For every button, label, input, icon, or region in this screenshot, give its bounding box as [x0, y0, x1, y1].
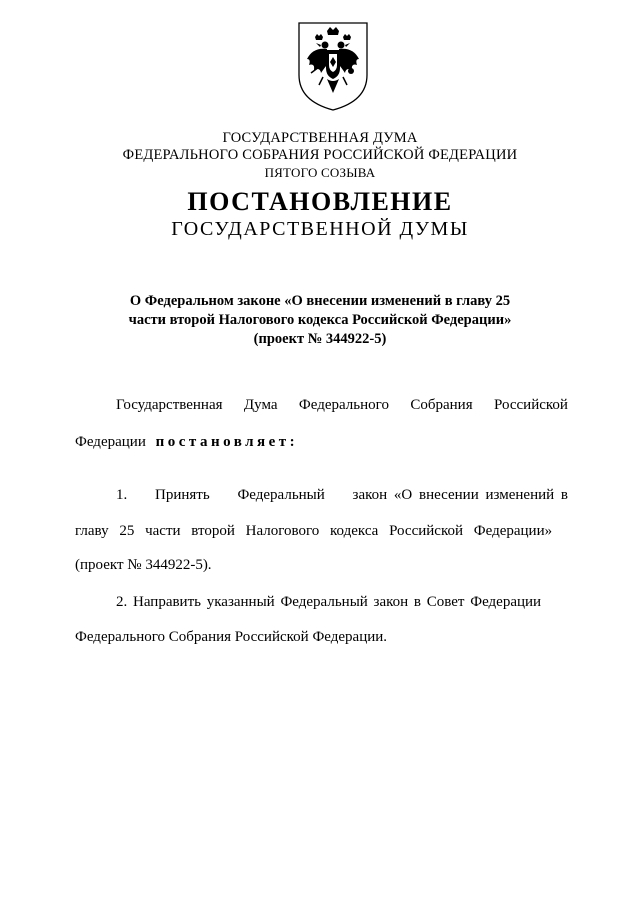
preamble-word: Дума [243, 397, 278, 413]
item-1-line-1 [116, 485, 568, 505]
item-1-line-2: главу 25 части второй Налогового кодекса Российской Федерации» [75, 523, 553, 539]
preamble-word: Федерального [298, 397, 389, 413]
item-text: Принять [155, 487, 210, 503]
item-text: закон «О внесении изменений в [352, 487, 568, 503]
preamble-line-2 [75, 432, 298, 452]
preamble-text: Федерации [75, 434, 146, 450]
preamble-word: Российской [494, 397, 568, 413]
item-2-line-1: 2. Направить указанный Федеральный закон в Совет Федерации [116, 594, 542, 610]
resolves-text: постановляет: [155, 434, 299, 450]
org-name-text: ГОСУДАРСТВЕННАЯ ДУМА [222, 130, 418, 146]
item-text: Федеральный [237, 487, 325, 503]
preamble-word: Государственная [116, 397, 223, 413]
preamble-line-1 [116, 395, 568, 415]
subject-heading [0, 292, 640, 349]
coat-of-arms-emblem [293, 17, 373, 113]
document-subtitle: ГОСУДАРСТВЕННОЙ ДУМЫ [171, 218, 469, 240]
subject-line-1: О Федеральном законе «О внесении изменений в главу 25 [129, 293, 511, 309]
item-1-line-3: (проект № 344922-5). [75, 557, 212, 573]
subject-line-3: (проект № 344922-5) [253, 331, 387, 347]
item-2-line-2: Федерального Собрания Российской Федерации. [75, 629, 388, 645]
preamble-word: Собрания [410, 397, 473, 413]
item-number: 1. [116, 487, 128, 503]
convocation-line [0, 163, 640, 182]
subject-line-2: части второй Налогового кодекса Российской Федерации» [128, 312, 512, 328]
org-name-text: ФЕДЕРАЛЬНОГО СОБРАНИЯ РОССИЙСКОЙ ФЕДЕРАЦИИ [122, 147, 518, 163]
document-title: ПОСТАНОВЛЕНИЕ [187, 187, 453, 216]
convocation-text: ПЯТОГО СОЗЫВА [264, 165, 376, 180]
